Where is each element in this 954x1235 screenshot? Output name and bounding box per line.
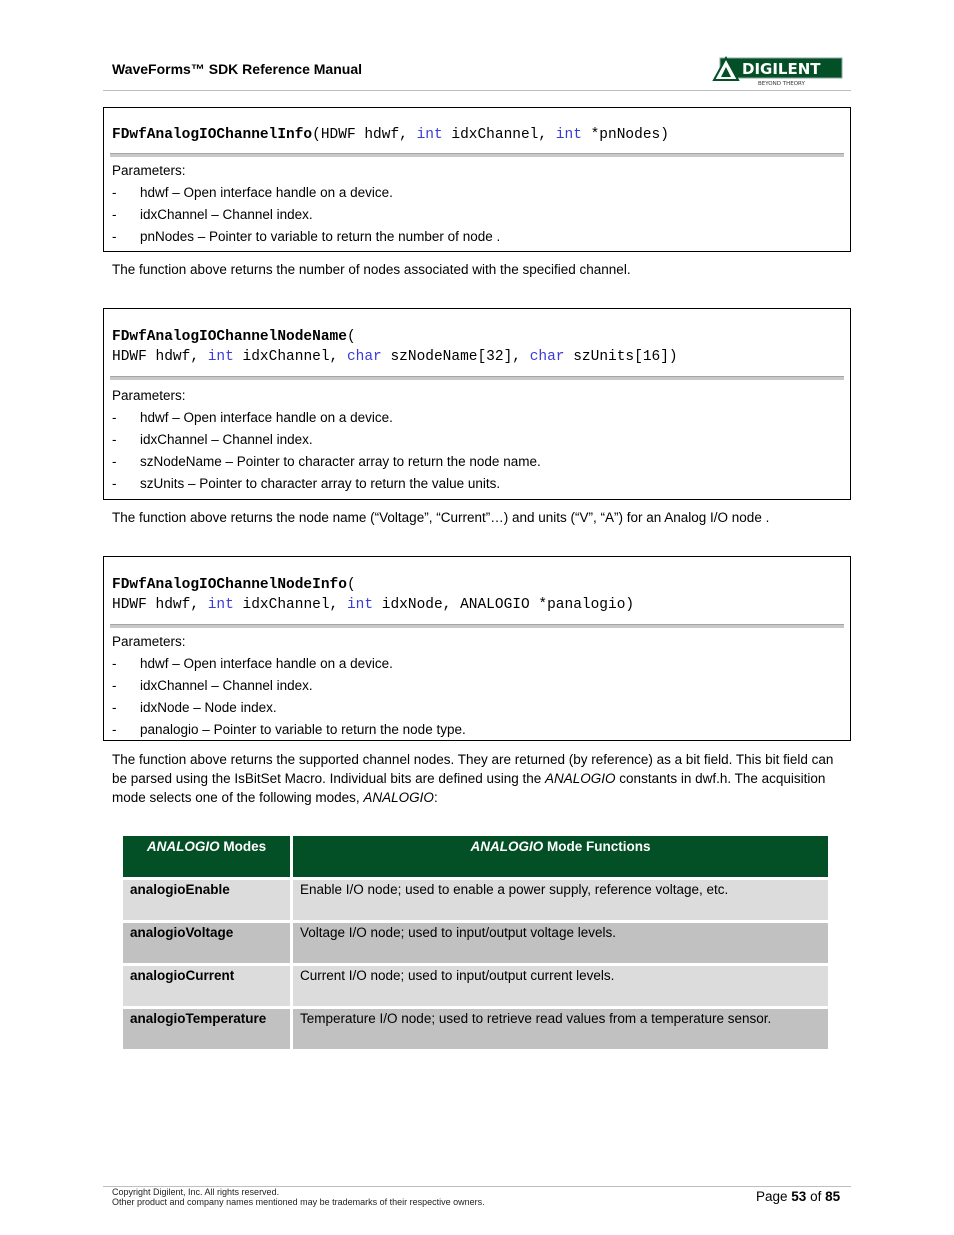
table-row <box>123 922 830 965</box>
param-item: - pnNodes – Pointer to variable to return the number of node . <box>112 229 501 244</box>
parameters-label: Parameters: <box>112 388 186 403</box>
param-item: - idxNode – Node index. <box>112 700 277 715</box>
footer-copyright: Copyright Digilent, Inc. All rights reserved. Other product and company names mentioned may be trademarks of their respective owners. <box>112 1187 485 1207</box>
document-title: WaveForms™ SDK Reference Manual <box>112 61 362 77</box>
column-header: ANALOGIO Modes <box>123 836 292 879</box>
separator <box>110 376 844 380</box>
function-box-channel-info <box>103 107 851 252</box>
digilent-logo <box>712 56 844 88</box>
mode-cell: analogioTemperature <box>123 1008 292 1050</box>
function-box-node-info <box>103 556 851 741</box>
logo-tagline: BEYOND THEORY <box>758 81 805 87</box>
mode-cell: analogioCurrent <box>123 965 292 1008</box>
separator <box>110 624 844 628</box>
param-item: - szNodeName – Pointer to character array to return the node name. <box>112 454 541 469</box>
parameters-label: Parameters: <box>112 634 186 649</box>
function-description: The function above returns the node name (“Voltage”, “Current”…) and units (“V”, “A”) for an Analog I/O node . <box>112 510 770 525</box>
function-signature: FDwfAnalogIOChannelNodeInfo( HDWF hdwf, int idxChannel, int idxNode, ANALOGIO *panalogio) <box>112 577 635 613</box>
table-row <box>123 965 830 1008</box>
param-item: - panalogio – Pointer to variable to return the node type. <box>112 722 466 737</box>
function-signature: FDwfAnalogIOChannelInfo(HDWF hdwf, int idxChannel, int *pnNodes) <box>112 127 669 143</box>
param-item: - hdwf – Open interface handle on a device. <box>112 656 393 671</box>
mode-cell: analogioEnable <box>123 879 292 922</box>
param-item: - hdwf – Open interface handle on a device. <box>112 410 393 425</box>
param-item: - idxChannel – Channel index. <box>112 432 313 447</box>
function-cell: Enable I/O node; used to enable a power supply, reference voltage, etc. <box>292 879 830 922</box>
page-number: Page 53 of 85 <box>756 1189 841 1204</box>
function-cell: Current I/O node; used to input/output current levels. <box>292 965 830 1008</box>
param-item: - hdwf – Open interface handle on a device. <box>112 185 393 200</box>
logo-text: DIGILENT <box>742 60 821 78</box>
param-item: - idxChannel – Channel index. <box>112 207 313 222</box>
table-row <box>123 1008 830 1050</box>
function-box-node-name <box>103 308 851 500</box>
function-signature: FDwfAnalogIOChannelNodeName( HDWF hdwf, int idxChannel, char szNodeName[32], char szUnits[16]) <box>112 329 678 365</box>
table-row <box>123 879 830 922</box>
column-header: ANALOGIO Mode Functions <box>292 836 830 879</box>
function-description: The function above returns the number of nodes associated with the specified channel. <box>112 262 631 277</box>
function-cell: Voltage I/O node; used to input/output voltage levels. <box>292 922 830 965</box>
header-divider <box>103 90 851 91</box>
param-item: - idxChannel – Channel index. <box>112 678 313 693</box>
parameters-label: Parameters: <box>112 163 186 178</box>
mode-cell: analogioVoltage <box>123 922 292 965</box>
analogio-modes-table <box>123 836 831 1049</box>
function-cell: Temperature I/O node; used to retrieve read values from a temperature sensor. <box>292 1008 830 1050</box>
separator <box>110 153 844 157</box>
param-item: - szUnits – Pointer to character array to return the value units. <box>112 476 501 491</box>
function-description: The function above returns the supported channel nodes. They are returned (by reference) as a bit field. This bit field can be parsed using the IsBitSet Macro. Individual bits are defined using the ANALOGIO constants in dwf.h. The acquisition mode selects one of the following modes, ANALOGIO: <box>112 752 834 805</box>
